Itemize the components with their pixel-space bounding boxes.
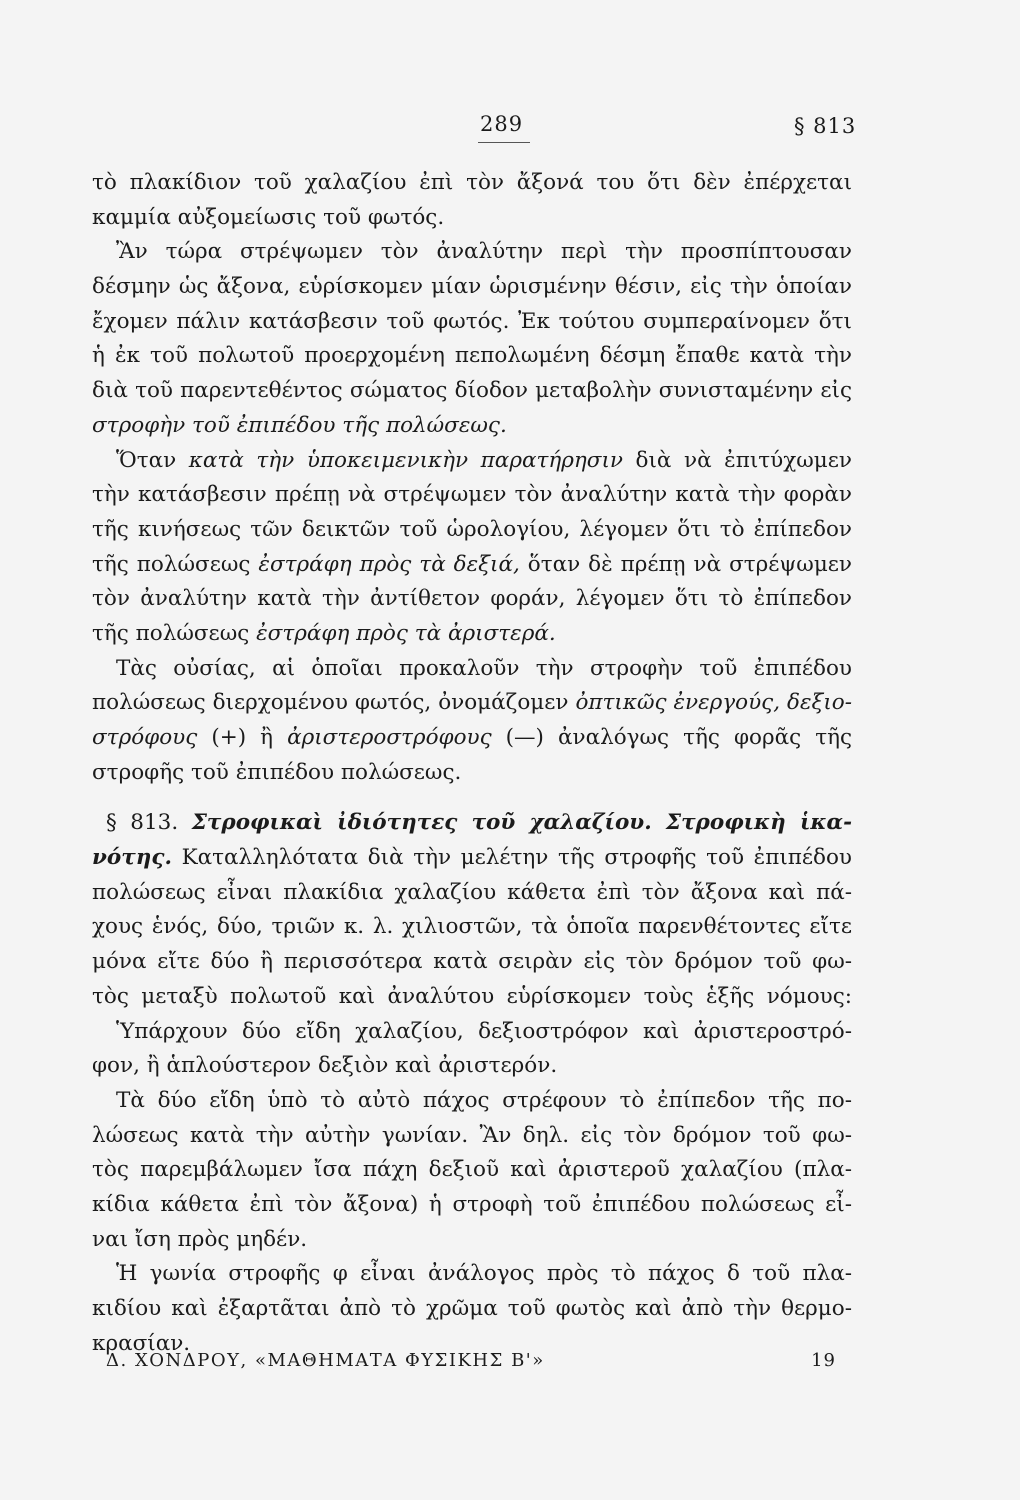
page-number: 289: [480, 112, 524, 136]
text-line: στροφῆς τοῦ ἐπιπέδου πολώσεως.: [92, 759, 462, 785]
text-line: φον, ἢ ἁπλούστερον δεξιὸν καὶ ἀριστερόν.: [92, 1053, 558, 1079]
text-run-italic: στρόφους: [92, 725, 198, 750]
text-line: [92, 548, 852, 583]
text-run: ὅταν δὲ πρέπῃ νὰ στρέψωμεν: [527, 551, 853, 577]
text-line: Τὰ δύο εἴδη ὑπὸ τὸ αὐτὸ πάχος στρέφουν τὸ ἐπίπεδον τῆς πο-: [116, 1087, 852, 1113]
text-run: Καταλληλότατα διὰ τὴν μελέτην τῆς στροφῆς τοῦ ἐπιπέδου: [181, 845, 852, 871]
text-line: τὸν ἀναλύτην κατὰ τὴν ἀντίθετον φοράν, λέγομεν ὅτι τὸ ἐπίπεδον: [92, 586, 852, 612]
text-run: τῆς πολώσεως: [92, 551, 251, 577]
page-footer: [96, 1350, 836, 1380]
section-number: § 813.: [106, 810, 179, 836]
text-line: μόνα εἴτε δύο ἢ περισσότερα κατὰ σειρὰν εἰς τὸν δρόμον τοῦ φω-: [92, 949, 852, 975]
section-title: Στροφικαὶ ἰδιότητες τοῦ χαλαζίου. Στροφικὴ ἱκα-: [191, 810, 852, 836]
section-heading-line: [92, 806, 852, 841]
text-run-italic: κατὰ τὴν ὑποκειμενικὴν παρατήρησιν: [188, 447, 623, 473]
text-line: χους ἑνός, δύο, τριῶν κ. λ. χιλιοστῶν, τὰ ὁποῖα παρενθέτοντες εἴτε: [92, 914, 852, 940]
text-line: διὰ τοῦ παρεντεθέντος σώματος δίοδον μεταβολὴν συνισταμένην εἰς: [92, 378, 852, 404]
text-line: [92, 686, 852, 721]
text-line: τὸς μεταξὺ πολωτοῦ καὶ ἀναλύτου εὑρίσκομεν τοὺς ἑξῆς νόμους:: [92, 983, 852, 1009]
running-section-reference: § 813: [794, 114, 857, 138]
text-line: τὸς παρεμβάλωμεν ἴσα πάχη δεξιοῦ καὶ ἀριστεροῦ χαλαζίου (πλα-: [92, 1157, 852, 1183]
text-run: Ὅταν: [116, 447, 177, 473]
text-line: τὸ πλακίδιον τοῦ χαλαζίου ἐπὶ τὸν ἄξονά του ὅτι δὲν ἐπέρχεται: [92, 170, 852, 195]
text-line: Τὰς οὐσίας, αἱ ὁποῖαι προκαλοῦν τὴν στροφὴν τοῦ ἐπιπέδου: [116, 655, 852, 681]
footer-sheet-number: 19: [811, 1350, 836, 1371]
text-run: διὰ νὰ ἐπιτύχωμεν: [635, 447, 852, 473]
text-line-italic: στροφὴν τοῦ ἐπιπέδου τῆς πολώσεως.: [92, 412, 507, 438]
text-run: (—) ἀναλόγως τῆς φορᾶς τῆς: [505, 725, 853, 750]
page-header: [0, 112, 1020, 152]
text-line: λώσεως κατὰ τὴν αὐτὴν γωνίαν. Ἂν δηλ. εἰς τὸν δρόμον τοῦ φω-: [92, 1122, 852, 1148]
section-title: νότης.: [92, 845, 172, 871]
text-line: Ἡ γωνία στροφῆς φ εἶναι ἀνάλογος πρὸς τὸ πάχος δ τοῦ πλα-: [116, 1261, 852, 1287]
text-run-italic: ἐστράφη πρὸς τὰ δεξιά,: [258, 551, 520, 577]
text-line: [92, 721, 852, 756]
body-text: [92, 166, 852, 1361]
footer-author-title: Δ. ΧΟΝΔΡΟΥ, «ΜΑΘΗΜΑΤΑ ΦΥΣΙΚΗΣ Β'»: [106, 1350, 545, 1371]
text-line: [92, 617, 852, 652]
page-number-rule: [478, 142, 530, 143]
text-line: [92, 841, 852, 876]
text-line: τὴν κατάσβεσιν πρέπῃ νὰ στρέψωμεν τὸν ἀναλύτην κατὰ τὴν φορὰν: [92, 482, 852, 508]
text-line: ἔχομεν πάλιν κατάσβεσιν τοῦ φωτός. Ἐκ τούτου συμπεραίνομεν ὅτι: [92, 308, 852, 334]
text-line: κιδίου καὶ ἐξαρτᾶται ἀπὸ τὸ χρῶμα τοῦ φωτὸς καὶ ἀπὸ τὴν θερμο-: [92, 1296, 852, 1321]
text-run-italic: ἐστράφη πρὸς τὰ ἀριστερά.: [256, 620, 556, 646]
text-line: κρασίαν.: [92, 1330, 191, 1356]
text-run: τῆς πολώσεως: [92, 620, 250, 646]
text-line: κίδια κάθετα ἐπὶ τὸν ἄξονα) ἡ στροφὴ τοῦ ἐπιπέδου πολώσεως εἶ-: [92, 1191, 852, 1217]
text-line: [92, 444, 852, 479]
text-line: ἡ ἐκ τοῦ πολωτοῦ προερχομένη πεπολωμένη δέσμη ἔπαθε κατὰ τὴν: [92, 343, 852, 369]
text-line: τῆς κινήσεως τῶν δεικτῶν τοῦ ὡρολογίου, λέγομεν ὅτι τὸ ἐπίπεδον: [92, 516, 852, 542]
text-line: ναι ἴση πρὸς μηδέν.: [92, 1226, 308, 1252]
text-line: Ὑπάρχουν δύο εἴδη χαλαζίου, δεξιοστρόφον καὶ ἀριστεροστρό-: [116, 1018, 852, 1044]
text-run: (+) ἢ: [211, 725, 274, 750]
text-line: δέσμην ὡς ἄξονα, εὑρίσκομεν μίαν ὡρισμένην θέσιν, εἰς τὴν ὁποίαν: [92, 274, 852, 300]
text-line: πολώσεως εἶναι πλακίδια χαλαζίου κάθετα ἐπὶ τὸν ἄξονα καὶ πά-: [92, 879, 852, 905]
text-run-italic: ἀριστεροστρόφους: [287, 725, 492, 750]
text-line: καμμία αὐξομείωσις τοῦ φωτός.: [92, 204, 445, 230]
text-run-italic: ὀπτικῶς ἐνεργούς, δεξιο-: [575, 690, 852, 716]
text-line: Ἂν τώρα στρέψωμεν τὸν ἀναλύτην περὶ τὴν προσπίπτουσαν: [116, 239, 852, 265]
text-run: πολώσεως διερχομένου φωτός, ὀνομάζομεν: [92, 690, 569, 716]
